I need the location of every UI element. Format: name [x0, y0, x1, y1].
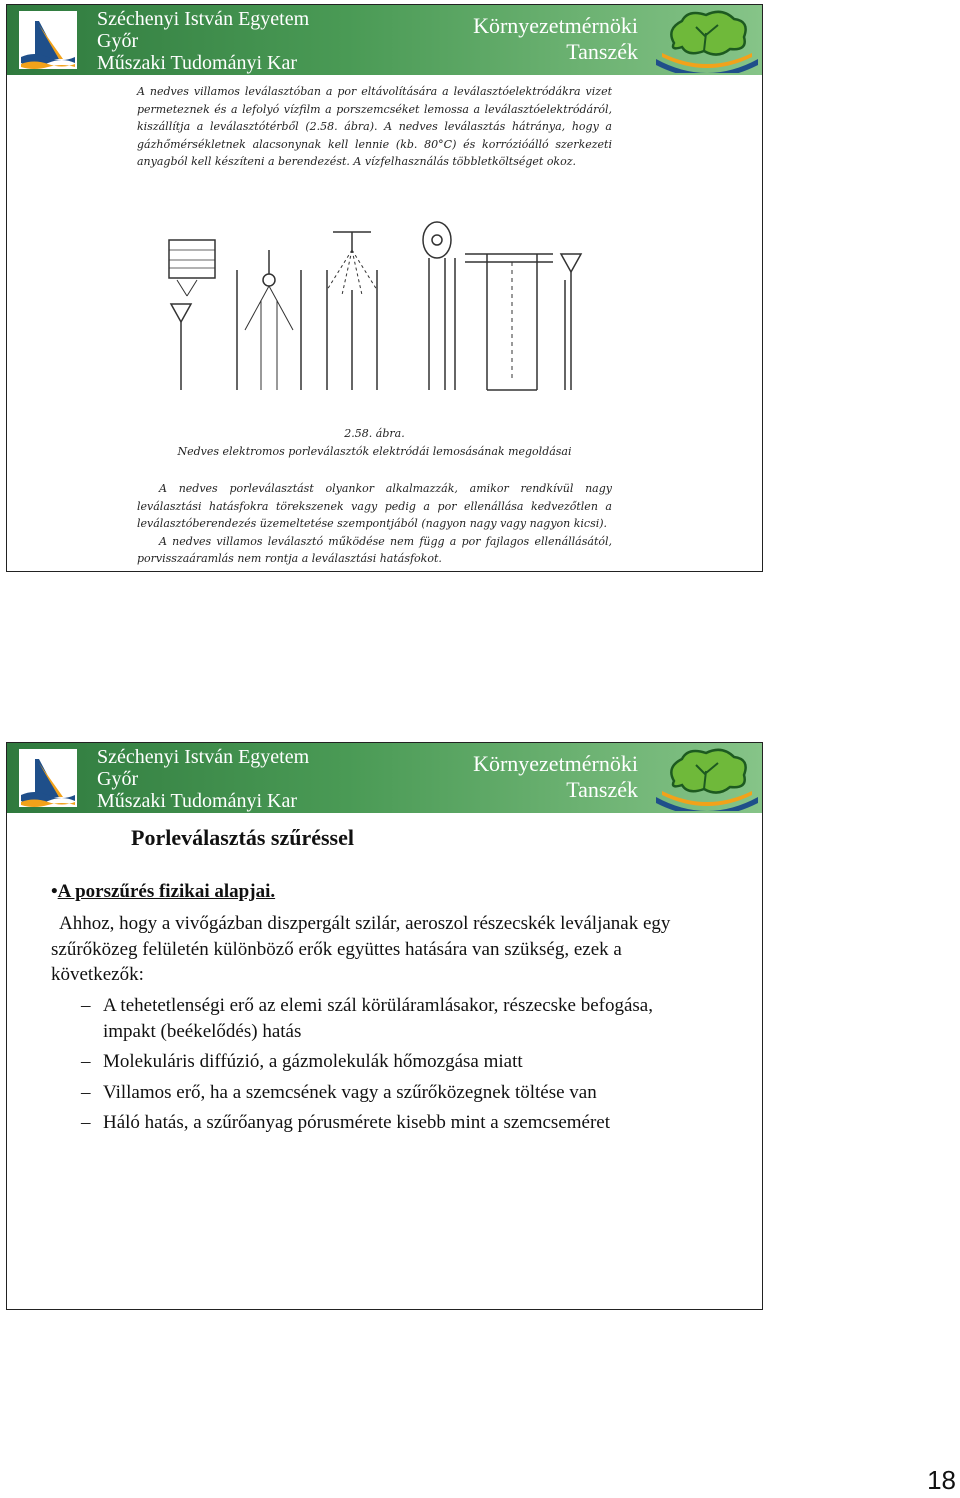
section-heading-text: A porszűrés fizikai alapjai.	[57, 881, 276, 902]
scan-intro-paragraph: A nedves villamos leválasztóban a por eltávolítására a leválasztóelektródákra vizet permeteznek és a lefolyó vízfilm a porszemcséket lemossa a leválasztóelektródáról, kiszállítja a leválasztótérből (2.58. ábra). A nedves leválasztás hátránya, hogy a gázhőmérsékletnek alacsonynak kell lennie (kb. 80°C) és korrózióálló szerkezeti anyagból kell készíteni a berendezést. A vízfelhasználás többletköltséget okoz.	[137, 85, 612, 169]
slide-header-banner	[7, 5, 762, 75]
scan-closing-text	[137, 480, 612, 568]
university-line: Műszaki Tudományi Kar	[97, 790, 297, 812]
university-line: Műszaki Tudományi Kar	[97, 52, 297, 74]
slide-title: Porleválasztás szűréssel	[131, 825, 354, 850]
slide-1	[6, 4, 763, 572]
list-item	[81, 1049, 701, 1075]
figure-number: 2.58. ábra.	[344, 427, 405, 440]
slide-header-banner	[7, 743, 762, 813]
department-line: Tanszék	[566, 777, 638, 802]
university-line: Széchenyi István Egyetem	[97, 746, 310, 768]
department-line: Környezetmérnöki	[473, 13, 638, 38]
scan-closing-paragraph: A nedves villamos leválasztó működése nem függ a por fajlagos ellenállásától, porvisszaáramlás nem rontja a leválasztási hatásfokot.	[137, 534, 612, 566]
bridge-river-logo-icon	[19, 11, 77, 69]
force-list	[81, 993, 701, 1141]
list-item-text: Molekuláris diffúzió, a gázmolekulák hőmozgása miatt	[103, 1051, 523, 1072]
university-line: Széchenyi István Egyetem	[97, 8, 310, 30]
list-item-text: Háló hatás, a szűrőanyag pórusmérete kisebb mint a szemcseméret	[103, 1112, 611, 1133]
university-name	[97, 746, 309, 812]
university-line: Győr	[97, 30, 139, 52]
dash-glyph: –	[81, 1081, 91, 1103]
section-heading	[51, 881, 275, 903]
list-item	[81, 1080, 701, 1106]
tree-leaf-logo-icon	[652, 745, 762, 811]
dash-glyph: –	[81, 1112, 91, 1133]
university-name	[97, 8, 309, 74]
department-line: Tanszék	[566, 39, 638, 64]
page-number: 18	[927, 1465, 956, 1495]
department-line: Környezetmérnöki	[473, 751, 638, 776]
list-item-text: Villamos erő, ha a szemcsének vagy a szűrőközegnek töltése van	[103, 1081, 597, 1103]
bridge-river-logo-icon	[19, 749, 77, 807]
scan-closing-paragraph: A nedves porleválasztást olyankor alkalmazzák, amikor rendkívül nagy leválasztási hatásfokra törekszenek vagy pedig a por ellenállása kedvezőtlen a leválasztóberendezés üzemeltetése szempontjából (nagyon nagy vagy nagyon kicsi).	[137, 482, 612, 531]
list-item	[81, 1110, 701, 1136]
dash-glyph: –	[81, 995, 91, 1016]
list-item-text: A tehetetlenségi erő az elemi szál körüláramlásakor, részecske befogása, impakt (beékelődés) hatás	[103, 995, 653, 1042]
slide-2	[6, 742, 763, 1310]
department-name	[442, 13, 638, 65]
electrode-washing-figure	[157, 210, 597, 400]
figure-title: Nedves elektromos porleválasztók elektródái lemosásának megoldásai	[177, 445, 572, 458]
bullet-glyph: •	[51, 881, 58, 902]
intro-paragraph: Ahhoz, hogy a vivőgázban diszpergált szilár, aeroszol részecskék leváljanak egy szűrőközeg felületén különböző erők együttes hatására van szükség, ezek a következők:	[51, 913, 671, 985]
dash-glyph: –	[81, 1051, 91, 1072]
list-item	[81, 993, 701, 1044]
department-name	[442, 751, 638, 803]
university-line: Győr	[97, 768, 139, 790]
tree-leaf-logo-icon	[652, 7, 762, 73]
